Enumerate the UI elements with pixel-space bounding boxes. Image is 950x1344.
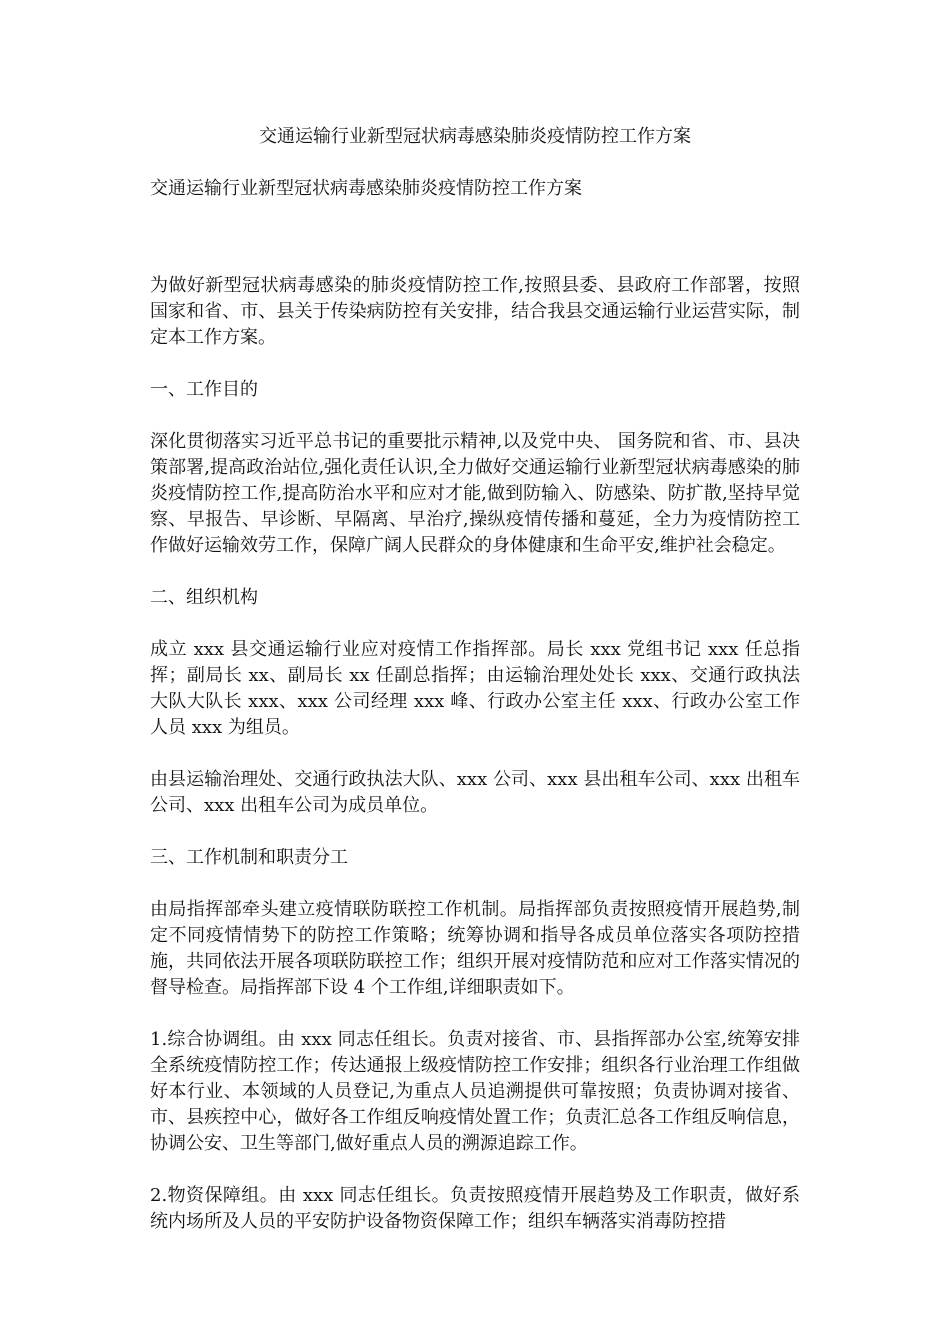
- section-heading-objective: 一、工作目的: [150, 379, 258, 400]
- intro-paragraph: 为做好新型冠状病毒感染的肺炎疫情防控工作,按照县委、县政府工作部署，按照国家和省、市、县关于传染病防控有关安排，结合我县交通运输行业运营实际，制定本工作方案。: [150, 275, 800, 348]
- document-body: [150, 273, 800, 1261]
- supply-group-paragraph: 2.物资保障组。由 xxx 同志任组长。负责按照疫情开展趋势及工作职责，做好系统内场所及人员的平安防护设备物资保障工作；组织车辆落实消毒防控措: [150, 1185, 800, 1232]
- mechanism-paragraph: 由局指挥部牵头建立疫情联防联控工作机制。局指挥部负责按照疫情开展趋势,制定不同疫情情势下的防控工作策略；统筹协调和指导各成员单位落实各项防控措施，共同依法开展各项联防联控工作；组织开展对疫情防范和应对工作落实情况的督导检查。局指挥部下设 4 个工作组,详细职责如下。: [150, 899, 800, 998]
- document-title: 交通运输行业新型冠状病毒感染肺炎疫情防控工作方案: [259, 126, 691, 147]
- section-heading-organization: 二、组织机构: [150, 587, 258, 608]
- section-heading-mechanism: 三、工作机制和职责分工: [150, 847, 348, 868]
- member-units-paragraph: 由县运输治理处、交通行政执法大队、xxx 公司、xxx 县出租车公司、xxx 出租车公司、xxx 出租车公司为成员单位。: [150, 769, 800, 816]
- coordination-group-paragraph: 1.综合协调组。由 xxx 同志任组长。负责对接省、市、县指挥部办公室,统筹安排全系统疫情防控工作；传达通报上级疫情防控工作安排；组织各行业治理工作组做好本行业、本领域的人员登记,为重点人员追溯提供可靠按照；负责协调对接省、市、县疾控中心，做好各工作组反响疫情处置工作；负责汇总各工作组反响信息，协调公安、卫生等部门,做好重点人员的溯源追踪工作。: [150, 1029, 800, 1154]
- organization-paragraph: 成立 xxx 县交通运输行业应对疫情工作指挥部。局长 xxx 党组书记 xxx 任总指挥；副局长 xx、副局长 xx 任副总指挥；由运输治理处处长 xxx、交通行政执法大队大队长 xxx、xxx 公司经理 xxx 峰、行政办公室主任 xxx、行政办公室工作人员 xxx 为组员。: [150, 639, 800, 738]
- document-subtitle: 交通运输行业新型冠状病毒感染肺炎疫情防控工作方案: [150, 178, 582, 199]
- objective-paragraph: 深化贯彻落实习近平总书记的重要批示精神,以及党中央、 国务院和省、市、县决策部署,提高政治站位,强化责任认识,全力做好交通运输行业新型冠状病毒感染的肺炎疫情防控工作,提高防治水平和应对才能,做到防输入、防感染、防扩散,坚持早觉察、早报告、早诊断、早隔离、早治疗,操纵疫情传播和蔓延，全力为疫情防控工作做好运输效劳工作，保障广阔人民群众的身体健康和生命平安,维护社会稳定。: [150, 431, 800, 556]
